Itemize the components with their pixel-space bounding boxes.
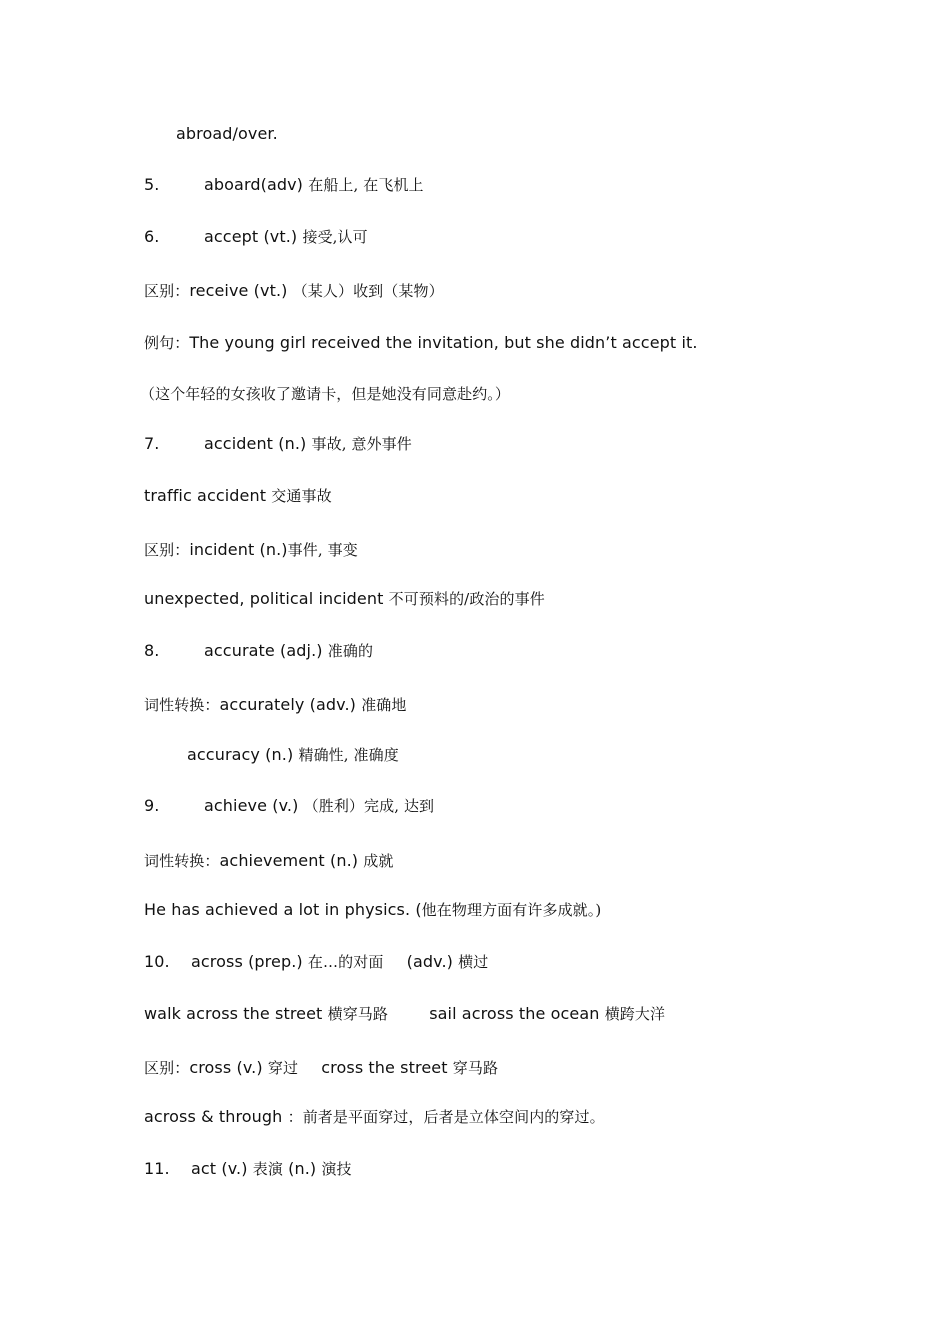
english-term: cross (v.) bbox=[189, 1058, 263, 1077]
translation: 在…的对面 bbox=[307, 953, 384, 971]
example-sentence bbox=[144, 900, 601, 920]
translation: 接受,认可 bbox=[302, 228, 368, 246]
entry-7 bbox=[144, 434, 412, 454]
phrase-line bbox=[144, 589, 545, 609]
entry-6 bbox=[144, 227, 368, 247]
english-phrase: walk across the street bbox=[144, 1004, 323, 1023]
distinction-line bbox=[144, 1058, 498, 1078]
translation: 在船上, 在飞机上 bbox=[308, 176, 424, 194]
headword: achieve (v.) bbox=[204, 796, 299, 815]
translation: 交通事故 bbox=[271, 487, 332, 505]
headword: act (v.) bbox=[191, 1159, 248, 1178]
translation: （某人）收到（某物） bbox=[292, 282, 444, 300]
translation: 准确地 bbox=[361, 696, 407, 714]
phrase-line bbox=[144, 1004, 665, 1024]
translation: （胜利）完成, 达到 bbox=[303, 797, 435, 815]
prefix-label: 词性转换： bbox=[144, 852, 220, 870]
english-term: accuracy (n.) bbox=[187, 745, 294, 764]
entry-number: 9. bbox=[144, 796, 160, 815]
translation: 事故, 意外事件 bbox=[311, 435, 412, 453]
headword: accept (vt.) bbox=[204, 227, 298, 246]
english-term: accurately (adv.) bbox=[219, 695, 357, 714]
prefix-label: 词性转换： bbox=[144, 696, 220, 714]
translation-2: 演技 bbox=[321, 1160, 352, 1178]
translation-2: 穿马路 bbox=[452, 1059, 499, 1077]
note-text: ：前者是平面穿过，后者是立体空间内的穿过。 bbox=[287, 1108, 605, 1126]
prefix-label: 区别： bbox=[144, 541, 190, 559]
translation: 事件, 事变 bbox=[287, 541, 358, 559]
english-phrase: across & through bbox=[144, 1107, 283, 1126]
example-text: The young girl received the invitation, but she didn’t accept it. bbox=[189, 333, 698, 352]
english-phrase: cross the street bbox=[321, 1058, 448, 1077]
distinction-line bbox=[144, 540, 358, 560]
headword: aboard(adv) bbox=[204, 175, 304, 194]
translation-2: 横跨大洋 bbox=[604, 1005, 666, 1023]
english-phrase: unexpected, political incident bbox=[144, 589, 384, 608]
entry-5 bbox=[144, 175, 424, 195]
entry-10 bbox=[144, 952, 488, 972]
english-phrase: traffic accident bbox=[144, 486, 267, 505]
entry-number: 11. bbox=[144, 1159, 170, 1178]
translation-2: 横过 bbox=[458, 953, 489, 971]
english-term: incident (n.) bbox=[189, 540, 288, 559]
translation: 穿过 bbox=[267, 1059, 299, 1077]
english-phrase-2: sail across the ocean bbox=[429, 1004, 600, 1023]
part-of-speech: (n.) bbox=[288, 1159, 317, 1178]
translation: 横穿马路 bbox=[327, 1005, 388, 1023]
headword: accident (n.) bbox=[204, 434, 307, 453]
note-line bbox=[144, 1107, 605, 1127]
distinction-line bbox=[144, 281, 444, 301]
translation: 不可预料的/政治的事件 bbox=[388, 590, 545, 608]
word-form-line bbox=[187, 745, 399, 765]
entry-9 bbox=[144, 796, 434, 816]
english-term: receive (vt.) bbox=[189, 281, 288, 300]
translation: 他在物理方面有许多成就。) bbox=[421, 901, 602, 919]
english-term: achievement (n.) bbox=[219, 851, 359, 870]
translation: 精确性, 准确度 bbox=[298, 746, 399, 764]
line-text: abroad/over. bbox=[176, 124, 278, 143]
part-of-speech: (adv.) bbox=[406, 952, 453, 971]
phrase-line bbox=[144, 486, 332, 506]
entry-number: 7. bbox=[144, 434, 160, 453]
word-form-line bbox=[144, 695, 407, 715]
entry-11 bbox=[144, 1159, 352, 1179]
continuation-line bbox=[176, 124, 278, 144]
prefix-label: 区别： bbox=[144, 282, 190, 300]
example-translation bbox=[140, 384, 510, 404]
translation: 成就 bbox=[363, 852, 394, 870]
headword: accurate (adj.) bbox=[204, 641, 323, 660]
translation: （这个年轻的女孩收了邀请卡，但是她没有同意赴约。） bbox=[140, 385, 511, 403]
prefix-label: 区别： bbox=[144, 1059, 190, 1077]
entry-8 bbox=[144, 641, 373, 661]
entry-number: 5. bbox=[144, 175, 160, 194]
word-form-line bbox=[144, 851, 394, 871]
entry-number: 10. bbox=[144, 952, 170, 971]
translation: 准确的 bbox=[327, 642, 374, 660]
translation: 表演 bbox=[252, 1160, 283, 1178]
example-text: He has achieved a lot in physics. ( bbox=[144, 900, 422, 919]
entry-number: 6. bbox=[144, 227, 160, 246]
entry-number: 8. bbox=[144, 641, 160, 660]
example-sentence bbox=[144, 333, 698, 353]
prefix-label: 例句： bbox=[144, 334, 190, 352]
headword: across (prep.) bbox=[191, 952, 303, 971]
